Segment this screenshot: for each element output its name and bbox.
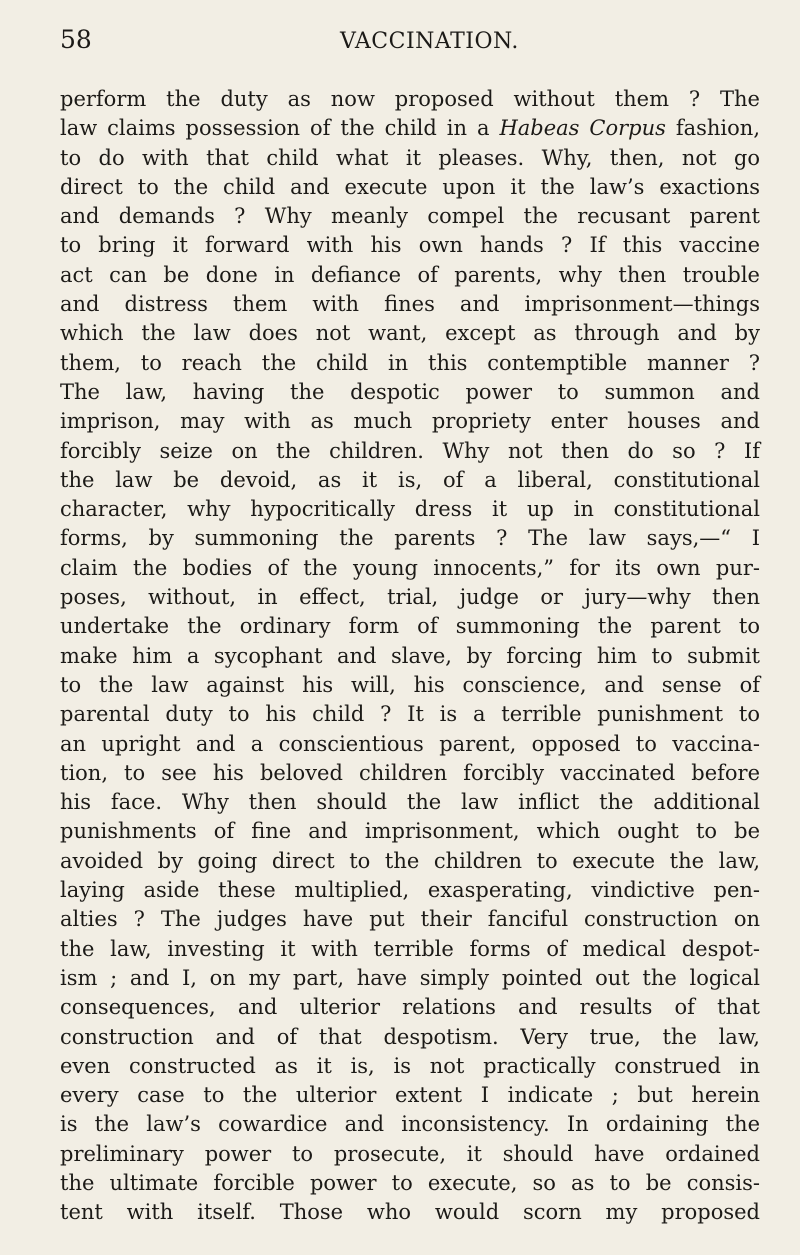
italic-term: Habeas Corpus bbox=[499, 116, 666, 141]
text-line: which the law does not want, except as through and by bbox=[60, 321, 760, 346]
text-line: preliminary power to prosecute, it should have ordained bbox=[60, 1141, 760, 1166]
text-line: The law, having the despotic power to summon and bbox=[60, 379, 760, 404]
text-line: to do with that child what it pleases. Why, then, not go bbox=[60, 145, 760, 170]
text-line: tent with itself. Those who would scorn my proposed bbox=[60, 1200, 760, 1225]
text-line: act can be done in defiance of parents, why then trouble bbox=[60, 262, 760, 287]
text-line: and distress them with fines and imprisonment—things bbox=[60, 292, 760, 317]
text-line: perform the duty as now proposed without them ? The bbox=[60, 87, 760, 111]
text-line: alties ? The judges have put their fanciful construction on bbox=[60, 907, 760, 932]
text-segment: law claims possession of the child in a bbox=[60, 116, 500, 141]
text-line: his face. Why then should the law inflict the additional bbox=[60, 790, 760, 815]
text-line: the law, investing it with terrible forms of medical despot- bbox=[60, 936, 760, 961]
text-line: to bring it forward with his own hands ? If this vaccine bbox=[60, 233, 760, 258]
text-line: and demands ? Why meanly compel the recusant parent bbox=[60, 204, 760, 229]
text-line: punishments of fine and imprisonment, which ought to be bbox=[60, 819, 760, 844]
text-line: make him a sycophant and slave, by forcing him to submit bbox=[60, 643, 760, 668]
text-line: laying aside these multiplied, exasperating, vindictive pen- bbox=[60, 878, 760, 903]
text-line: avoided by going direct to the children to execute the law, bbox=[60, 848, 760, 873]
text-line: consequences, and ulterior relations and results of that bbox=[60, 995, 760, 1020]
text-line: tion, to see his beloved children forcibly vaccinated before bbox=[60, 760, 760, 785]
running-head: VACCINATION. bbox=[340, 29, 519, 54]
text-line: is the law’s cowardice and inconsistency. In ordaining the bbox=[60, 1112, 760, 1137]
page-number: 58 bbox=[60, 25, 92, 54]
text-line: ism ; and I, on my part, have simply pointed out the logical bbox=[60, 965, 760, 990]
text-line: poses, without, in effect, trial, judge or jury—why then bbox=[60, 585, 760, 610]
page-header bbox=[60, 20, 752, 60]
text-line: undertake the ordinary form of summoning the parent to bbox=[60, 614, 760, 639]
text-line: forms, by summoning the parents ? The law says,—“ I bbox=[60, 526, 760, 551]
text-line: the ultimate forcible power to execute, so as to be consis- bbox=[60, 1170, 760, 1195]
text-line: imprison, may with as much propriety enter houses and bbox=[60, 409, 760, 434]
text-line: an upright and a conscientious parent, opposed to vaccina- bbox=[60, 731, 760, 756]
text-line: character, why hypocritically dress it up in constitutional bbox=[60, 497, 760, 522]
text-line: to the law against his will, his conscience, and sense of bbox=[60, 672, 760, 697]
body-text bbox=[60, 85, 760, 1228]
text-line: forcibly seize on the children. Why not then do so ? If bbox=[60, 438, 760, 463]
text-line: direct to the child and execute upon it the law’s exactions bbox=[60, 174, 760, 199]
text-line: every case to the ulterior extent I indicate ; but herein bbox=[60, 1083, 760, 1108]
text-line: construction and of that despotism. Very true, the law, bbox=[60, 1024, 760, 1049]
text-line: even constructed as it is, is not practically construed in bbox=[60, 1053, 760, 1078]
text-line: them, to reach the child in this contemptible manner ? bbox=[60, 350, 760, 375]
text-line: claim the bodies of the young innocents,” for its own pur- bbox=[60, 555, 760, 580]
text-line: parental duty to his child ? It is a terrible punishment to bbox=[60, 702, 760, 727]
text-line-habeas bbox=[60, 114, 760, 143]
text-line: the law be devoid, as it is, of a liberal, constitutional bbox=[60, 467, 760, 492]
text-segment: fashion, bbox=[665, 116, 760, 141]
